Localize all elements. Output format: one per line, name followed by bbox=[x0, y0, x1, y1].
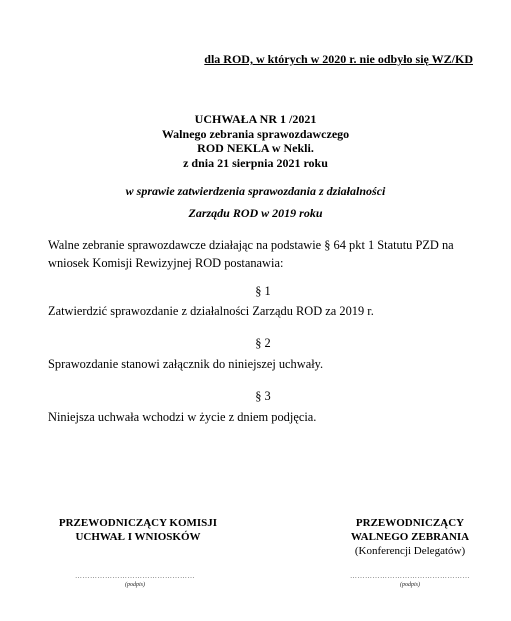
title-line-4: z dnia 21 sierpnia 2021 roku bbox=[183, 155, 328, 170]
signature-right-line-3: (Konferencji Delegatów) bbox=[354, 545, 466, 557]
section-3-mark: § 3 bbox=[255, 389, 271, 403]
signature-left bbox=[48, 516, 228, 544]
signature-left-dots: ………………………………………… bbox=[75, 572, 195, 580]
section-1-mark: § 1 bbox=[255, 284, 271, 298]
subject-line-2: Zarządu ROD w 2019 roku bbox=[188, 206, 323, 220]
title-line-1: UCHWAŁA NR 1 /2021 bbox=[194, 112, 317, 126]
subject-line-1: w sprawie zatwierdzenia sprawozdania z działalności bbox=[125, 184, 386, 198]
top-note: dla ROD, w których w 2020 r. nie odbyło się WZ/KD bbox=[204, 52, 473, 66]
section-3-text: Niniejsza uchwała wchodzi w życie z dniem podjęcia. bbox=[48, 410, 317, 424]
signature-right bbox=[330, 516, 490, 558]
title-line-3: ROD NEKLA w Nekli. bbox=[197, 141, 314, 155]
signature-right-podpis: (podpis) bbox=[400, 582, 420, 588]
section-2-text: Sprawozdanie stanowi załącznik do niniejszej uchwały. bbox=[48, 357, 324, 371]
signature-left-line-1: PRZEWODNICZĄCY KOMISJI bbox=[58, 517, 218, 529]
signature-right-dots: ………………………………………… bbox=[350, 572, 470, 580]
signature-left-podpis: (podpis) bbox=[125, 582, 145, 588]
section-1-text: Zatwierdzić sprawozdanie z działalności Zarządu ROD za 2019 r. bbox=[48, 304, 374, 318]
section-2-mark: § 2 bbox=[255, 336, 271, 350]
title-line-2: Walnego zebrania sprawozdawczego bbox=[161, 126, 350, 141]
intro-paragraph: Walne zebranie sprawozdawcze działając na podstawie § 64 pkt 1 Statutu PZD na wniosek Komisji Rewizyjnej ROD postanawia: bbox=[48, 238, 454, 270]
resolution-subject bbox=[0, 180, 511, 224]
signature-left-line-2: UCHWAŁ I WNIOSKÓW bbox=[75, 531, 201, 543]
signature-right-line-2: WALNEGO ZEBRANIA bbox=[350, 531, 470, 543]
resolution-title bbox=[0, 112, 511, 170]
signature-right-line-1: PRZEWODNICZĄCY bbox=[355, 517, 465, 529]
